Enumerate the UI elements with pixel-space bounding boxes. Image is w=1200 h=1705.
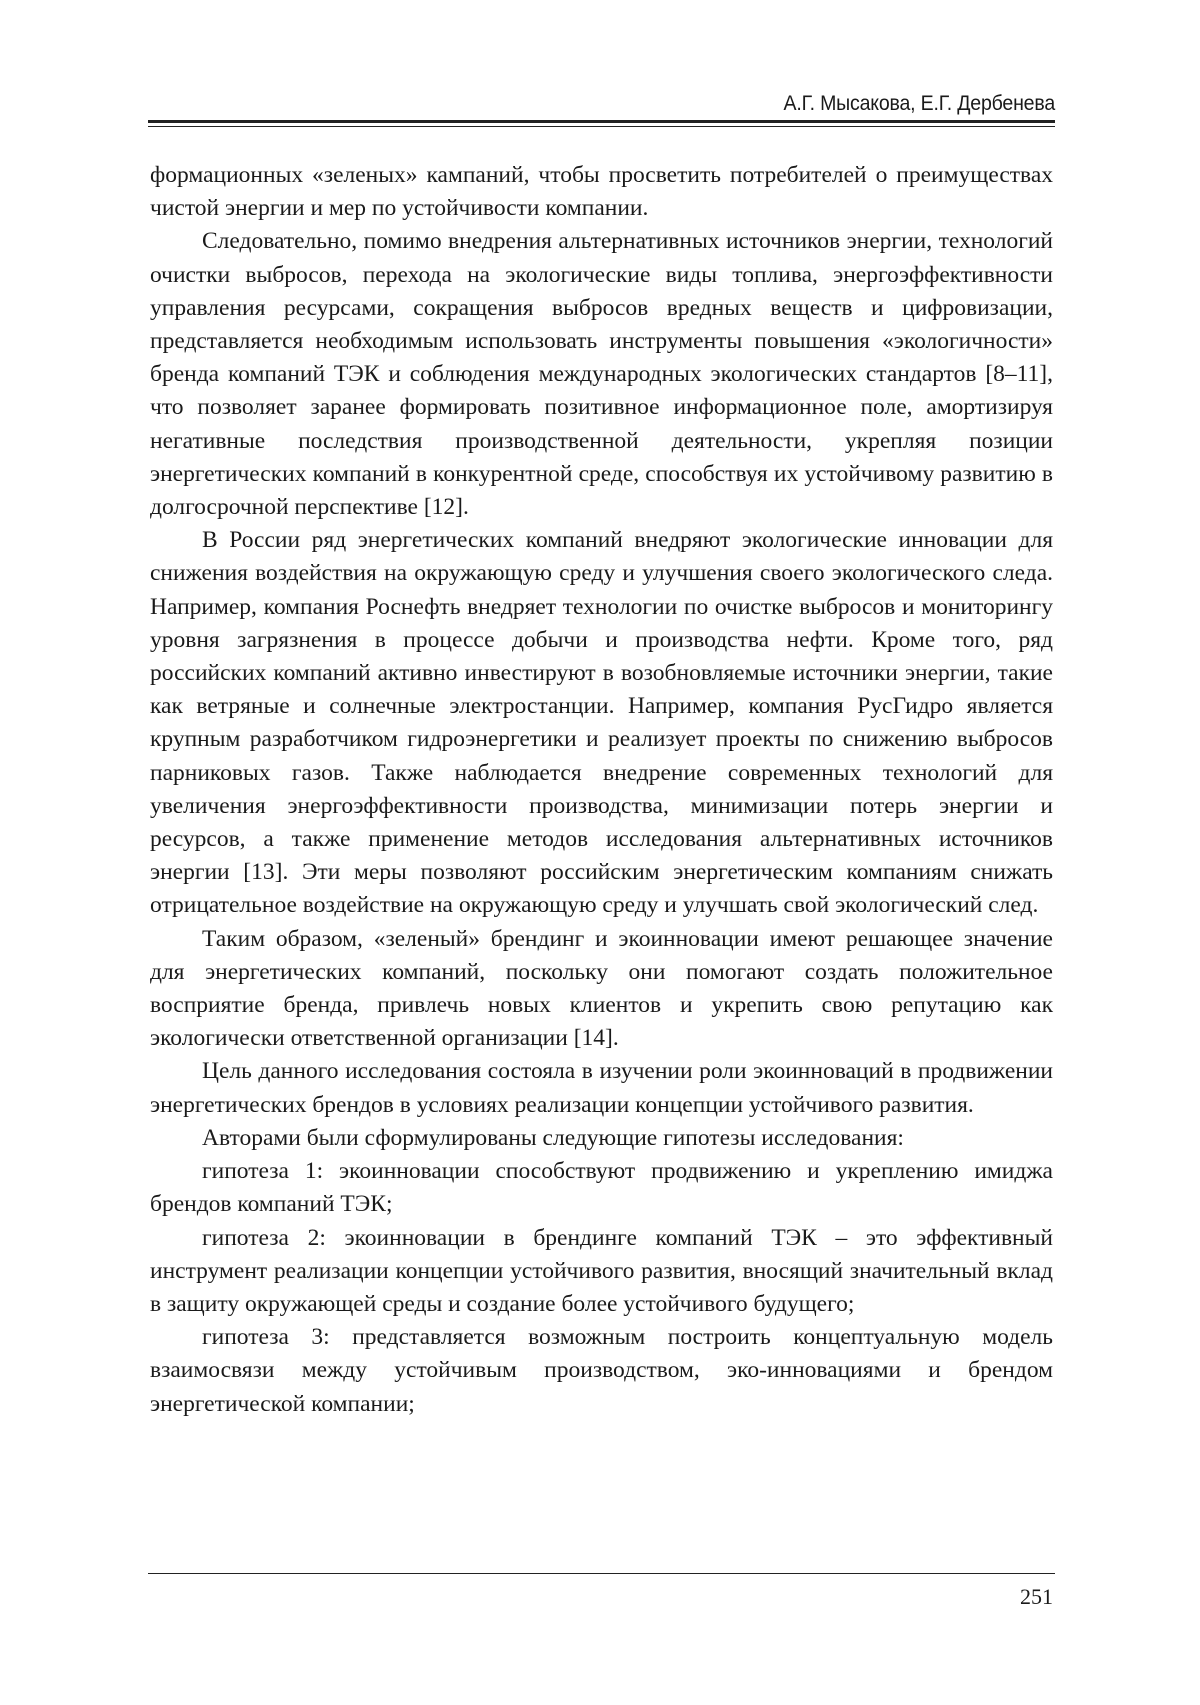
paragraph: Следовательно, помимо внедрения альтернативных источников энергии, технологий очистки выбросов, перехода на экологические виды топлива, энергоэффективности управления ресурсами, сокращения выбросов вредных веществ и цифровизации, представляется необходимым использовать инструменты повышения «экологичности» бренда компаний ТЭК и соблюдения международных экологических стандартов [8–11], что позволяет заранее формировать позитивное информационное поле, амортизируя негативные последствия производственной деятельности, укрепляя позиции энергетических компаний в конкурентной среде, способствуя их устойчивому развитию в долгосрочной перспективе [12]. [150, 228, 1053, 521]
header-rule-thick [148, 120, 1055, 123]
paragraph: В России ряд энергетических компаний внедряют экологические инновации для снижения воздействия на окружающую среду и улучшения своего экологического следа. Например, компания Роснефть внедряет технологии по очистке выбросов и мониторингу уровня загрязнения в процессе добычи и производства нефти. Кроме того, ряд российских компаний активно инвестируют в возобновляемые источники энергии, такие как ветряные и солнечные электростанции. Например, компания РусГидро является крупным разработчиком гидроэнергетики и реализует проекты по снижению выбросов парниковых газов. Также наблюдается внедрение современных технологий для увеличения энергоэффективности производства, минимизации потерь энергии и ресурсов, а также применение методов исследования альтернативных источников энергии [13]. Эти меры позволяют российским энергетическим компаниям снижать отрицательное воздействие на окружающую среду и улучшать свой экологический след. [150, 527, 1053, 919]
paragraph: Таким образом, «зеленый» брендинг и экоинновации имеют решающее значение для энергетических компаний, поскольку они помогают создать положительное восприятие бренда, привлечь новых клиентов и укрепить свою репутацию как экологически ответственной организации [14]. [150, 925, 1053, 1052]
footer-rule [148, 1573, 1055, 1574]
hypothesis-1: гипотеза 1: экоинновации способствуют продвижению и укреплению имиджа брендов компаний ТЭК; [150, 1158, 1053, 1218]
paragraph: Авторами были сформулированы следующие гипотезы исследования: [202, 1124, 904, 1151]
header-rule-thin [148, 126, 1055, 127]
page-number: 251 [1020, 1584, 1053, 1609]
running-header-authors: А.Г. Мысакова, Е.Г. Дербенева [783, 92, 1055, 115]
paragraph: Цель данного исследования состояла в изучении роли экоинноваций в продвижении энергетических брендов в условиях реализации концепции устойчивого развития. [150, 1058, 1053, 1118]
body-text [150, 159, 1053, 1421]
hypothesis-3: гипотеза 3: представляется возможным построить концептуальную модель взаимосвязи между устойчивым производством, эко-инновациями и брендом энергетической компании; [150, 1324, 1053, 1417]
hypothesis-2: гипотеза 2: экоинновации в брендинге компаний ТЭК – это эффективный инструмент реализации концепции устойчивого развития, вносящий значительный вклад в защиту окружающей среды и создание более устойчивого будущего; [150, 1224, 1053, 1317]
paragraph-continued: формационных «зеленых» кампаний, чтобы просветить потребителей о преимуществах чистой энергии и мер по устойчивости компании. [150, 162, 1053, 222]
